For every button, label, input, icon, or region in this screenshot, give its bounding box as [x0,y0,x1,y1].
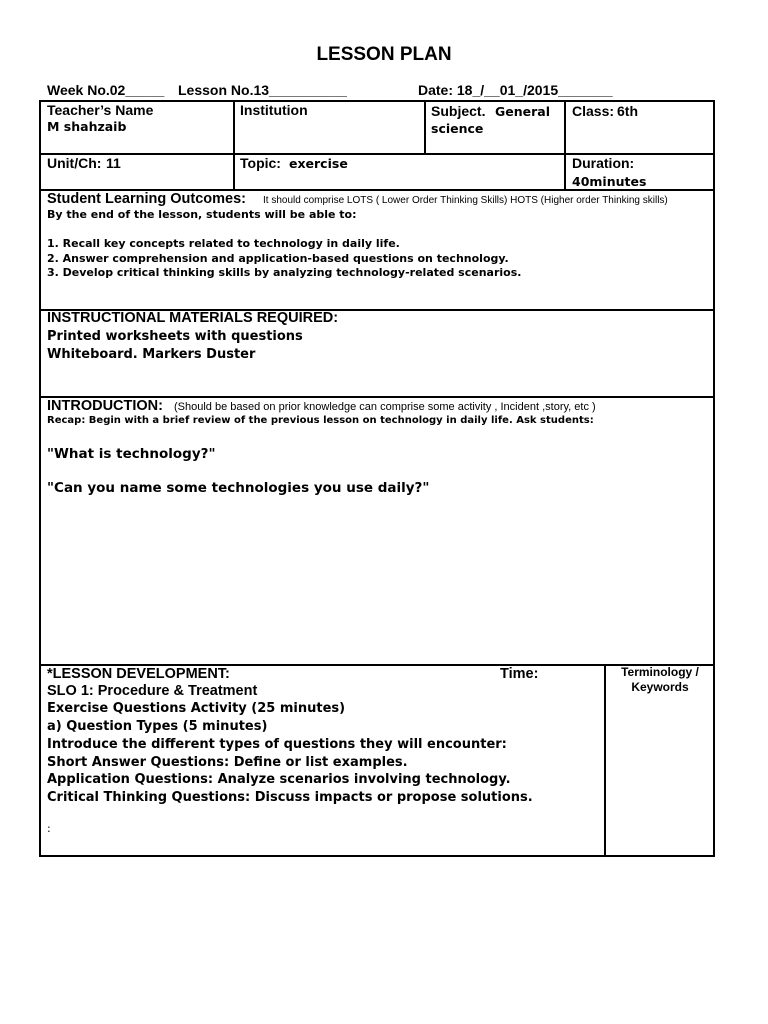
page-title: LESSON PLAN [316,44,452,65]
terminology-label: Terminology / [621,665,699,679]
trailing-text: : [47,822,51,835]
slo-item: 3. Develop critical thinking skills by analyzing technology-related scenarios. [47,266,522,279]
introduction-question: "Can you name some technologies you use daily?" [47,480,430,496]
introduction-question: "What is technology?" [47,446,216,462]
lesson-number: Lesson No.13__________ [178,82,347,98]
time-label: Time: [500,666,539,682]
slo-intro: By the end of the lesson, students will be able to: [47,208,357,221]
slo-item: 1. Recall key concepts related to technology in daily life. [47,237,400,250]
development-line: Short Answer Questions: Define or list examples. [47,755,408,770]
class-label: Class: [572,103,615,119]
introduction-heading: INTRODUCTION: [47,398,163,414]
materials-line: Printed worksheets with questions [47,329,303,344]
keywords-label: Keywords [631,680,689,694]
topic-label: Topic: [240,155,281,171]
class-value: 6th [617,103,638,119]
slo-note: It should comprise LOTS ( Lower Order Thinking Skills) HOTS (Higher order Thinking skills) [263,195,668,206]
subject-value-line2: science [431,121,484,136]
teacher-name-label: Teacher’s Name [47,102,154,118]
development-line: Critical Thinking Questions: Discuss impacts or propose solutions. [47,790,533,805]
institution-label: Institution [240,102,308,118]
subject-value: General [495,104,550,119]
development-line: a) Question Types (5 minutes) [47,719,268,734]
slo-heading: Student Learning Outcomes: [47,191,246,207]
duration-value: 40minutes [572,174,647,189]
introduction-note: (Should be based on prior knowledge can comprise some activity , Incident ,story, etc ) [174,401,596,413]
lesson-date: Date: 18_/__01_/2015_______ [418,82,613,98]
development-line: Application Questions: Analyze scenarios involving technology. [47,772,511,787]
duration-label: Duration: [572,155,635,171]
teacher-name-value: M shahzaib [47,119,127,134]
slo-item: 2. Answer comprehension and application-based questions on technology. [47,252,509,265]
materials-line: Whiteboard. Markers Duster [47,347,256,362]
unit-value: 11 [106,155,121,171]
week-number: Week No.02_____ [47,82,165,98]
topic-value: exercise [289,156,348,171]
introduction-recap: Recap: Begin with a brief review of the previous lesson on technology in daily life. Ask students: [47,415,594,426]
subject-label: Subject. [431,103,486,119]
development-line: Exercise Questions Activity (25 minutes) [47,701,346,716]
development-heading: *LESSON DEVELOPMENT: [47,666,230,682]
development-line: Introduce the different types of questions they will encounter: [47,737,507,752]
materials-heading: INSTRUCTIONAL MATERIALS REQUIRED: [47,310,339,326]
unit-label: Unit/Ch: [47,155,102,171]
slo1-heading: SLO 1: Procedure & Treatment [47,683,258,699]
